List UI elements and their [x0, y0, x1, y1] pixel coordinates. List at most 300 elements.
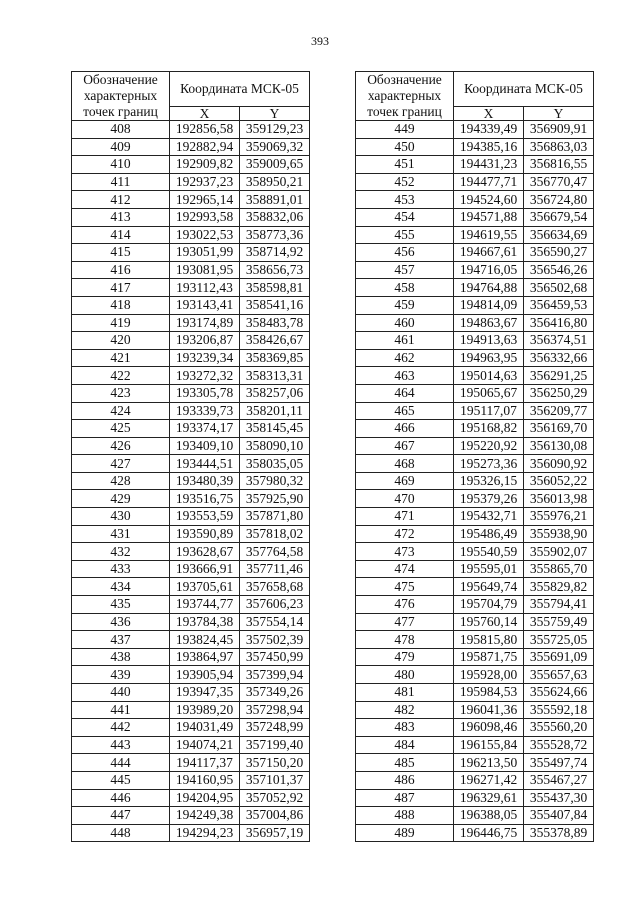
x-coordinate-cell: 196388,05	[454, 807, 524, 825]
y-coordinate-cell: 356679,54	[524, 208, 594, 226]
x-coordinate-cell: 194524,60	[454, 191, 524, 209]
x-coordinate-cell: 193339,73	[170, 402, 240, 420]
x-coordinate-cell: 193206,87	[170, 332, 240, 350]
y-coordinate-cell: 357980,32	[240, 472, 310, 490]
point-number-cell: 470	[356, 490, 454, 508]
x-coordinate-cell: 195014,63	[454, 367, 524, 385]
coordinates-table-right	[355, 71, 594, 842]
x-coordinate-cell: 193305,78	[170, 384, 240, 402]
y-coordinate-cell: 358313,31	[240, 367, 310, 385]
table-row	[356, 226, 594, 244]
table-row	[356, 789, 594, 807]
table-row	[356, 807, 594, 825]
point-number-cell: 473	[356, 543, 454, 561]
point-number-cell: 434	[72, 578, 170, 596]
y-coordinate-cell: 356209,77	[524, 402, 594, 420]
point-number-cell: 426	[72, 437, 170, 455]
x-coordinate-cell: 194571,88	[454, 208, 524, 226]
y-coordinate-cell: 356770,47	[524, 173, 594, 191]
y-coordinate-cell: 356546,26	[524, 261, 594, 279]
point-number-cell: 464	[356, 384, 454, 402]
y-coordinate-cell: 357925,90	[240, 490, 310, 508]
x-coordinate-cell: 193272,32	[170, 367, 240, 385]
y-coordinate-cell: 355865,70	[524, 560, 594, 578]
table-row	[72, 455, 310, 473]
table-row	[72, 543, 310, 561]
table-row	[72, 648, 310, 666]
x-coordinate-cell: 193553,59	[170, 508, 240, 526]
y-coordinate-cell: 358541,16	[240, 296, 310, 314]
y-coordinate-cell: 356052,22	[524, 472, 594, 490]
y-coordinate-cell: 356909,91	[524, 121, 594, 139]
table-row	[356, 437, 594, 455]
point-number-cell: 472	[356, 525, 454, 543]
y-coordinate-cell: 355407,84	[524, 807, 594, 825]
table-row	[356, 420, 594, 438]
point-number-cell: 433	[72, 560, 170, 578]
x-coordinate-cell: 193784,38	[170, 613, 240, 631]
y-coordinate-cell: 358145,45	[240, 420, 310, 438]
x-coordinate-cell: 194074,21	[170, 736, 240, 754]
x-coordinate-cell: 193864,97	[170, 648, 240, 666]
table-row	[356, 314, 594, 332]
coordinate-system-header: Координата МСК-05	[454, 72, 594, 107]
x-coordinate-cell: 194204,95	[170, 789, 240, 807]
y-coordinate-cell: 357502,39	[240, 631, 310, 649]
table-row	[356, 244, 594, 262]
y-column-header: Y	[524, 107, 594, 121]
x-coordinate-cell: 193143,41	[170, 296, 240, 314]
y-coordinate-cell: 357150,20	[240, 754, 310, 772]
y-coordinate-cell: 357450,99	[240, 648, 310, 666]
y-coordinate-cell: 357818,02	[240, 525, 310, 543]
point-number-cell: 455	[356, 226, 454, 244]
point-number-cell: 444	[72, 754, 170, 772]
point-number-cell: 425	[72, 420, 170, 438]
table-row	[356, 296, 594, 314]
table-row	[356, 472, 594, 490]
table-row	[72, 261, 310, 279]
x-coordinate-cell: 195065,67	[454, 384, 524, 402]
y-coordinate-cell: 357199,40	[240, 736, 310, 754]
x-coordinate-cell: 192993,58	[170, 208, 240, 226]
y-coordinate-cell: 355691,09	[524, 648, 594, 666]
y-coordinate-cell: 358891,01	[240, 191, 310, 209]
point-number-cell: 445	[72, 771, 170, 789]
x-coordinate-cell: 194031,49	[170, 719, 240, 737]
y-coordinate-cell: 355938,90	[524, 525, 594, 543]
table-row	[356, 138, 594, 156]
page-number: 393	[311, 34, 329, 48]
table-row	[356, 560, 594, 578]
table-row	[356, 684, 594, 702]
x-coordinate-cell: 194249,38	[170, 807, 240, 825]
table-row	[72, 596, 310, 614]
y-coordinate-cell: 355829,82	[524, 578, 594, 596]
x-coordinate-cell: 193022,53	[170, 226, 240, 244]
coordinates-table-left	[71, 71, 310, 842]
y-coordinate-cell: 356502,68	[524, 279, 594, 297]
point-number-cell: 432	[72, 543, 170, 561]
point-number-cell: 481	[356, 684, 454, 702]
table-row	[72, 613, 310, 631]
point-number-cell: 419	[72, 314, 170, 332]
y-coordinate-cell: 356590,27	[524, 244, 594, 262]
y-coordinate-cell: 355794,41	[524, 596, 594, 614]
y-coordinate-cell: 357606,23	[240, 596, 310, 614]
point-number-cell: 453	[356, 191, 454, 209]
y-coordinate-cell: 359009,65	[240, 156, 310, 174]
table-row	[356, 279, 594, 297]
y-coordinate-cell: 356169,70	[524, 420, 594, 438]
y-coordinate-cell: 355528,72	[524, 736, 594, 754]
x-coordinate-cell: 196098,46	[454, 719, 524, 737]
x-column-header: X	[170, 107, 240, 121]
x-coordinate-cell: 193516,75	[170, 490, 240, 508]
table-row	[72, 666, 310, 684]
table-row	[356, 824, 594, 842]
point-number-cell: 410	[72, 156, 170, 174]
point-number-cell: 448	[72, 824, 170, 842]
x-coordinate-cell: 195760,14	[454, 613, 524, 631]
point-number-cell: 462	[356, 349, 454, 367]
x-coordinate-cell: 194431,23	[454, 156, 524, 174]
table-row	[72, 296, 310, 314]
x-coordinate-cell: 193239,34	[170, 349, 240, 367]
x-coordinate-cell: 194913,63	[454, 332, 524, 350]
point-number-cell: 413	[72, 208, 170, 226]
x-coordinate-cell: 195704,79	[454, 596, 524, 614]
x-coordinate-cell: 194117,37	[170, 754, 240, 772]
x-coordinate-cell: 194619,55	[454, 226, 524, 244]
y-coordinate-cell: 358773,36	[240, 226, 310, 244]
x-coordinate-cell: 195595,01	[454, 560, 524, 578]
y-coordinate-cell: 357871,80	[240, 508, 310, 526]
y-coordinate-cell: 355592,18	[524, 701, 594, 719]
table-row	[72, 701, 310, 719]
table-row	[356, 754, 594, 772]
point-number-cell: 441	[72, 701, 170, 719]
point-number-cell: 456	[356, 244, 454, 262]
y-coordinate-cell: 355467,27	[524, 771, 594, 789]
y-coordinate-cell: 357248,99	[240, 719, 310, 737]
x-coordinate-cell: 193666,91	[170, 560, 240, 578]
y-coordinate-cell: 356957,19	[240, 824, 310, 842]
table-row	[72, 631, 310, 649]
point-number-cell: 476	[356, 596, 454, 614]
point-number-cell: 459	[356, 296, 454, 314]
y-coordinate-cell: 358598,81	[240, 279, 310, 297]
point-number-cell: 417	[72, 279, 170, 297]
table-row	[356, 367, 594, 385]
x-coordinate-cell: 195486,49	[454, 525, 524, 543]
x-coordinate-cell: 195432,71	[454, 508, 524, 526]
table-row	[356, 156, 594, 174]
coordinates-body-left	[72, 121, 310, 842]
y-column-header: Y	[240, 107, 310, 121]
point-number-cell: 478	[356, 631, 454, 649]
y-coordinate-cell: 357764,58	[240, 543, 310, 561]
table-row	[72, 244, 310, 262]
x-coordinate-cell: 193174,89	[170, 314, 240, 332]
table-row	[356, 121, 594, 139]
point-number-cell: 414	[72, 226, 170, 244]
table-row	[356, 596, 594, 614]
x-coordinate-cell: 194667,61	[454, 244, 524, 262]
table-row	[356, 719, 594, 737]
x-coordinate-cell: 193590,89	[170, 525, 240, 543]
table-row	[356, 508, 594, 526]
y-coordinate-cell: 358201,11	[240, 402, 310, 420]
table-row	[72, 508, 310, 526]
table-row	[72, 754, 310, 772]
y-coordinate-cell: 358035,05	[240, 455, 310, 473]
y-coordinate-cell: 357298,94	[240, 701, 310, 719]
point-number-cell: 423	[72, 384, 170, 402]
point-number-cell: 482	[356, 701, 454, 719]
y-coordinate-cell: 355725,05	[524, 631, 594, 649]
y-coordinate-cell: 358950,21	[240, 173, 310, 191]
point-number-cell: 465	[356, 402, 454, 420]
table-row	[72, 525, 310, 543]
table-row	[72, 191, 310, 209]
point-number-cell: 418	[72, 296, 170, 314]
point-number-cell: 449	[356, 121, 454, 139]
point-label-header: Обозначение характерных точек границ	[72, 72, 170, 121]
table-row	[72, 684, 310, 702]
x-coordinate-cell: 194814,09	[454, 296, 524, 314]
table-row	[356, 191, 594, 209]
point-number-cell: 436	[72, 613, 170, 631]
table-row	[72, 121, 310, 139]
x-coordinate-cell: 192882,94	[170, 138, 240, 156]
table-row	[72, 138, 310, 156]
point-number-cell: 486	[356, 771, 454, 789]
x-coordinate-cell: 192937,23	[170, 173, 240, 191]
y-coordinate-cell: 356013,98	[524, 490, 594, 508]
x-coordinate-cell: 195540,59	[454, 543, 524, 561]
point-number-cell: 430	[72, 508, 170, 526]
table-row	[72, 367, 310, 385]
point-number-cell: 446	[72, 789, 170, 807]
x-coordinate-cell: 195649,74	[454, 578, 524, 596]
point-number-cell: 421	[72, 349, 170, 367]
x-coordinate-cell: 195984,53	[454, 684, 524, 702]
point-number-cell: 483	[356, 719, 454, 737]
x-coordinate-cell: 193480,39	[170, 472, 240, 490]
table-row	[356, 173, 594, 191]
point-number-cell: 428	[72, 472, 170, 490]
table-row	[356, 332, 594, 350]
x-coordinate-cell: 192965,14	[170, 191, 240, 209]
y-coordinate-cell: 359069,32	[240, 138, 310, 156]
x-coordinate-cell: 193628,67	[170, 543, 240, 561]
x-coordinate-cell: 194160,95	[170, 771, 240, 789]
x-coordinate-cell: 194764,88	[454, 279, 524, 297]
point-number-cell: 471	[356, 508, 454, 526]
x-coordinate-cell: 193444,51	[170, 455, 240, 473]
table-row	[72, 208, 310, 226]
x-coordinate-cell: 194963,95	[454, 349, 524, 367]
y-coordinate-cell: 355378,89	[524, 824, 594, 842]
y-coordinate-cell: 358832,06	[240, 208, 310, 226]
x-coordinate-cell: 195815,80	[454, 631, 524, 649]
point-number-cell: 411	[72, 173, 170, 191]
y-coordinate-cell: 356863,03	[524, 138, 594, 156]
point-number-cell: 474	[356, 560, 454, 578]
point-number-cell: 429	[72, 490, 170, 508]
x-coordinate-cell: 193947,35	[170, 684, 240, 702]
point-number-cell: 431	[72, 525, 170, 543]
x-coordinate-cell: 194339,49	[454, 121, 524, 139]
x-coordinate-cell: 196446,75	[454, 824, 524, 842]
point-number-cell: 484	[356, 736, 454, 754]
y-coordinate-cell: 359129,23	[240, 121, 310, 139]
table-row	[356, 613, 594, 631]
y-coordinate-cell: 357101,37	[240, 771, 310, 789]
x-coordinate-cell: 194716,05	[454, 261, 524, 279]
table-row	[72, 560, 310, 578]
point-number-cell: 479	[356, 648, 454, 666]
table-row	[356, 349, 594, 367]
y-coordinate-cell: 357711,46	[240, 560, 310, 578]
y-coordinate-cell: 356459,53	[524, 296, 594, 314]
point-number-cell: 442	[72, 719, 170, 737]
table-row	[72, 807, 310, 825]
x-coordinate-cell: 193081,95	[170, 261, 240, 279]
point-number-cell: 416	[72, 261, 170, 279]
x-coordinate-cell: 193374,17	[170, 420, 240, 438]
point-number-cell: 467	[356, 437, 454, 455]
x-coordinate-cell: 195220,92	[454, 437, 524, 455]
point-number-cell: 409	[72, 138, 170, 156]
table-row	[356, 490, 594, 508]
point-number-cell: 469	[356, 472, 454, 490]
table-row	[72, 437, 310, 455]
x-coordinate-cell: 196041,36	[454, 701, 524, 719]
point-number-cell: 450	[356, 138, 454, 156]
point-number-cell: 461	[356, 332, 454, 350]
point-number-cell: 408	[72, 121, 170, 139]
coordinates-body-right	[356, 121, 594, 842]
y-coordinate-cell: 356250,29	[524, 384, 594, 402]
point-number-cell: 422	[72, 367, 170, 385]
point-number-cell: 427	[72, 455, 170, 473]
table-row	[356, 736, 594, 754]
point-number-cell: 466	[356, 420, 454, 438]
point-number-cell: 460	[356, 314, 454, 332]
point-number-cell: 412	[72, 191, 170, 209]
x-coordinate-cell: 195379,26	[454, 490, 524, 508]
table-row	[72, 173, 310, 191]
table-row	[356, 631, 594, 649]
point-number-cell: 488	[356, 807, 454, 825]
y-coordinate-cell: 357004,86	[240, 807, 310, 825]
table-row	[72, 156, 310, 174]
point-number-cell: 438	[72, 648, 170, 666]
x-coordinate-cell: 193744,77	[170, 596, 240, 614]
point-number-cell: 447	[72, 807, 170, 825]
point-number-cell: 454	[356, 208, 454, 226]
y-coordinate-cell: 357052,92	[240, 789, 310, 807]
y-coordinate-cell: 356416,80	[524, 314, 594, 332]
table-row	[72, 314, 310, 332]
x-coordinate-cell: 193705,61	[170, 578, 240, 596]
x-coordinate-cell: 194385,16	[454, 138, 524, 156]
y-coordinate-cell: 357349,26	[240, 684, 310, 702]
y-coordinate-cell: 355560,20	[524, 719, 594, 737]
y-coordinate-cell: 358369,85	[240, 349, 310, 367]
coordinate-system-header: Координата МСК-05	[170, 72, 310, 107]
table-row	[72, 771, 310, 789]
y-coordinate-cell: 358483,78	[240, 314, 310, 332]
y-coordinate-cell: 355902,07	[524, 543, 594, 561]
y-coordinate-cell: 355437,30	[524, 789, 594, 807]
point-number-cell: 480	[356, 666, 454, 684]
x-coordinate-cell: 193409,10	[170, 437, 240, 455]
y-coordinate-cell: 355976,21	[524, 508, 594, 526]
table-row	[72, 279, 310, 297]
table-row	[356, 455, 594, 473]
x-coordinate-cell: 196271,42	[454, 771, 524, 789]
table-row	[356, 771, 594, 789]
point-number-cell: 451	[356, 156, 454, 174]
x-coordinate-cell: 194477,71	[454, 173, 524, 191]
point-number-cell: 489	[356, 824, 454, 842]
table-row	[72, 736, 310, 754]
x-coordinate-cell: 195117,07	[454, 402, 524, 420]
point-number-cell: 475	[356, 578, 454, 596]
table-row	[72, 578, 310, 596]
table-row	[356, 666, 594, 684]
point-number-cell: 415	[72, 244, 170, 262]
x-coordinate-cell: 192909,82	[170, 156, 240, 174]
point-number-cell: 452	[356, 173, 454, 191]
y-coordinate-cell: 358090,10	[240, 437, 310, 455]
point-number-cell: 457	[356, 261, 454, 279]
table-row	[356, 402, 594, 420]
point-number-cell: 458	[356, 279, 454, 297]
x-coordinate-cell: 193905,94	[170, 666, 240, 684]
point-number-cell: 468	[356, 455, 454, 473]
y-coordinate-cell: 355497,74	[524, 754, 594, 772]
x-coordinate-cell: 195326,15	[454, 472, 524, 490]
table-row	[356, 701, 594, 719]
table-row	[72, 472, 310, 490]
y-coordinate-cell: 356130,08	[524, 437, 594, 455]
y-coordinate-cell: 356090,92	[524, 455, 594, 473]
table-row	[72, 384, 310, 402]
table-row	[356, 208, 594, 226]
table-row	[72, 824, 310, 842]
y-coordinate-cell: 355759,49	[524, 613, 594, 631]
x-coordinate-cell: 195871,75	[454, 648, 524, 666]
x-coordinate-cell: 193112,43	[170, 279, 240, 297]
x-coordinate-cell: 193051,99	[170, 244, 240, 262]
point-number-cell: 439	[72, 666, 170, 684]
table-row	[72, 402, 310, 420]
x-coordinate-cell: 194863,67	[454, 314, 524, 332]
table-row	[72, 719, 310, 737]
x-coordinate-cell: 195928,00	[454, 666, 524, 684]
table-row	[72, 490, 310, 508]
table-row	[72, 349, 310, 367]
table-row	[356, 543, 594, 561]
y-coordinate-cell: 356374,51	[524, 332, 594, 350]
table-row	[356, 525, 594, 543]
table-row	[72, 420, 310, 438]
y-coordinate-cell: 358656,73	[240, 261, 310, 279]
